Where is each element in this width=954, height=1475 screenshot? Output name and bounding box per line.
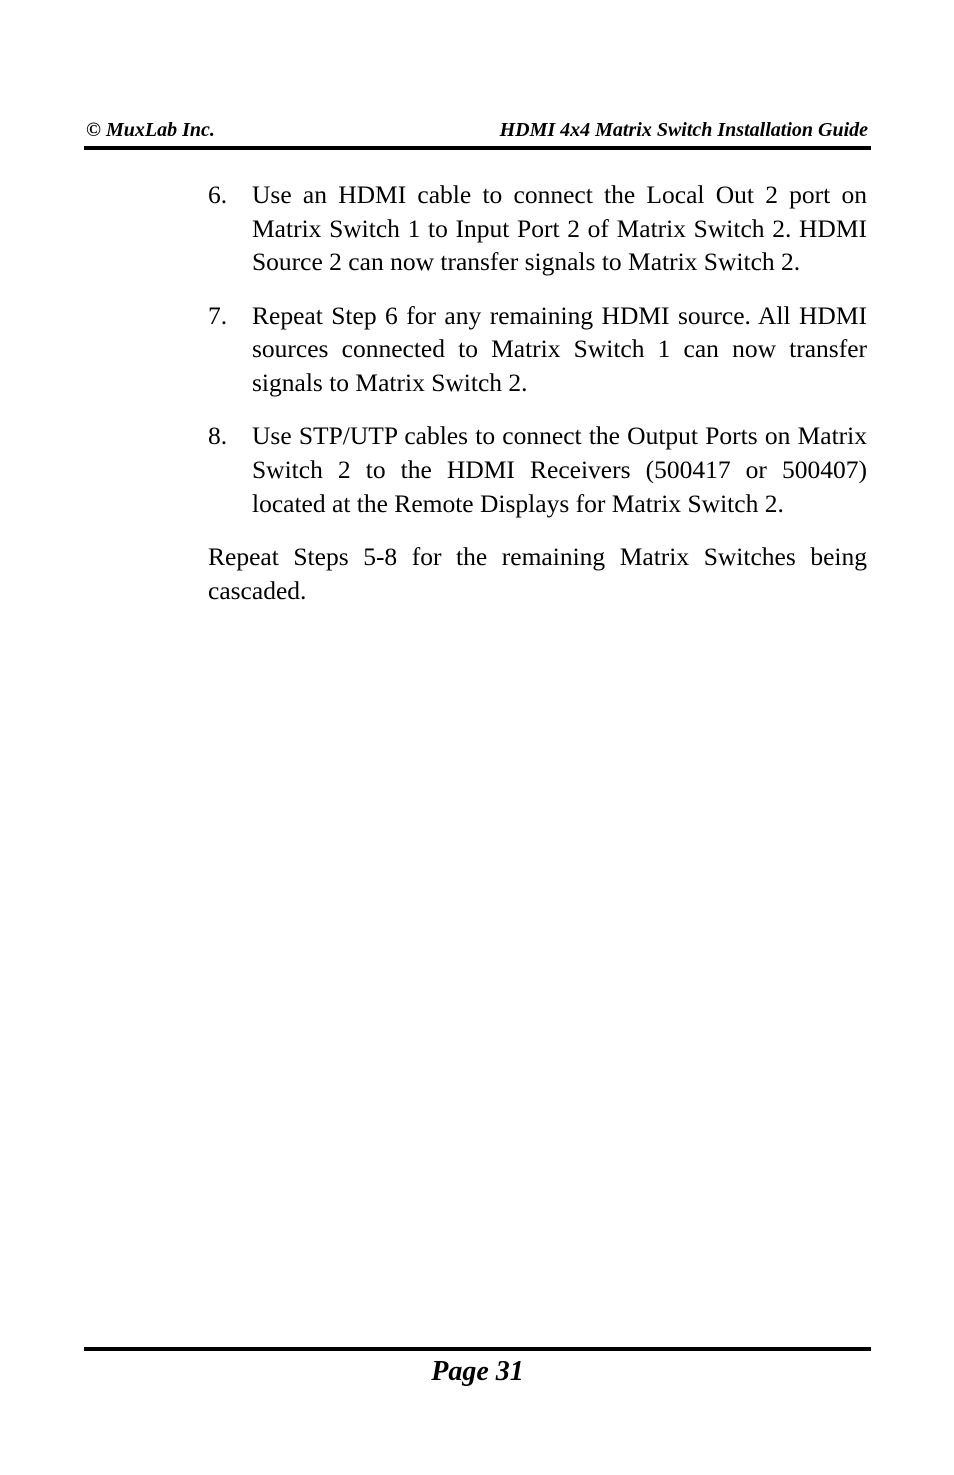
list-item (208, 178, 867, 279)
header-divider (84, 146, 871, 150)
step-text: Use STP/UTP cables to connect the Output Ports on Matrix Switch 2 to the HDMI Receivers (500417 or 500407) located at the Remote Displays for Matrix Switch 2. (252, 421, 867, 518)
closing-paragraph: Repeat Steps 5-8 for the remaining Matrix Switches being cascaded. (208, 541, 867, 605)
header-document-title: HDMI 4x4 Matrix Switch Installation Guide (499, 119, 868, 141)
step-text: Repeat Step 6 for any remaining HDMI source. All HDMI sources connected to Matrix Switch 1 can now transfer signals to Matrix Switch 2. (252, 300, 867, 398)
step-text: Use an HDMI cable to connect the Local Out 2 port on Matrix Switch 1 to Input Port 2 of Matrix Switch 2. HDMI Source 2 can now transfer signals to Matrix Switch 2. (252, 180, 867, 277)
page-number: Page 31 (431, 1356, 524, 1387)
step-number: 8. (208, 421, 228, 451)
page-body (208, 178, 867, 607)
footer-divider (84, 1347, 871, 1351)
running-header (84, 116, 870, 146)
header-copyright: © MuxLab Inc. (86, 119, 215, 141)
step-number: 6. (208, 180, 228, 209)
list-item (208, 419, 867, 520)
list-item (208, 299, 867, 400)
step-number: 7. (208, 300, 228, 330)
